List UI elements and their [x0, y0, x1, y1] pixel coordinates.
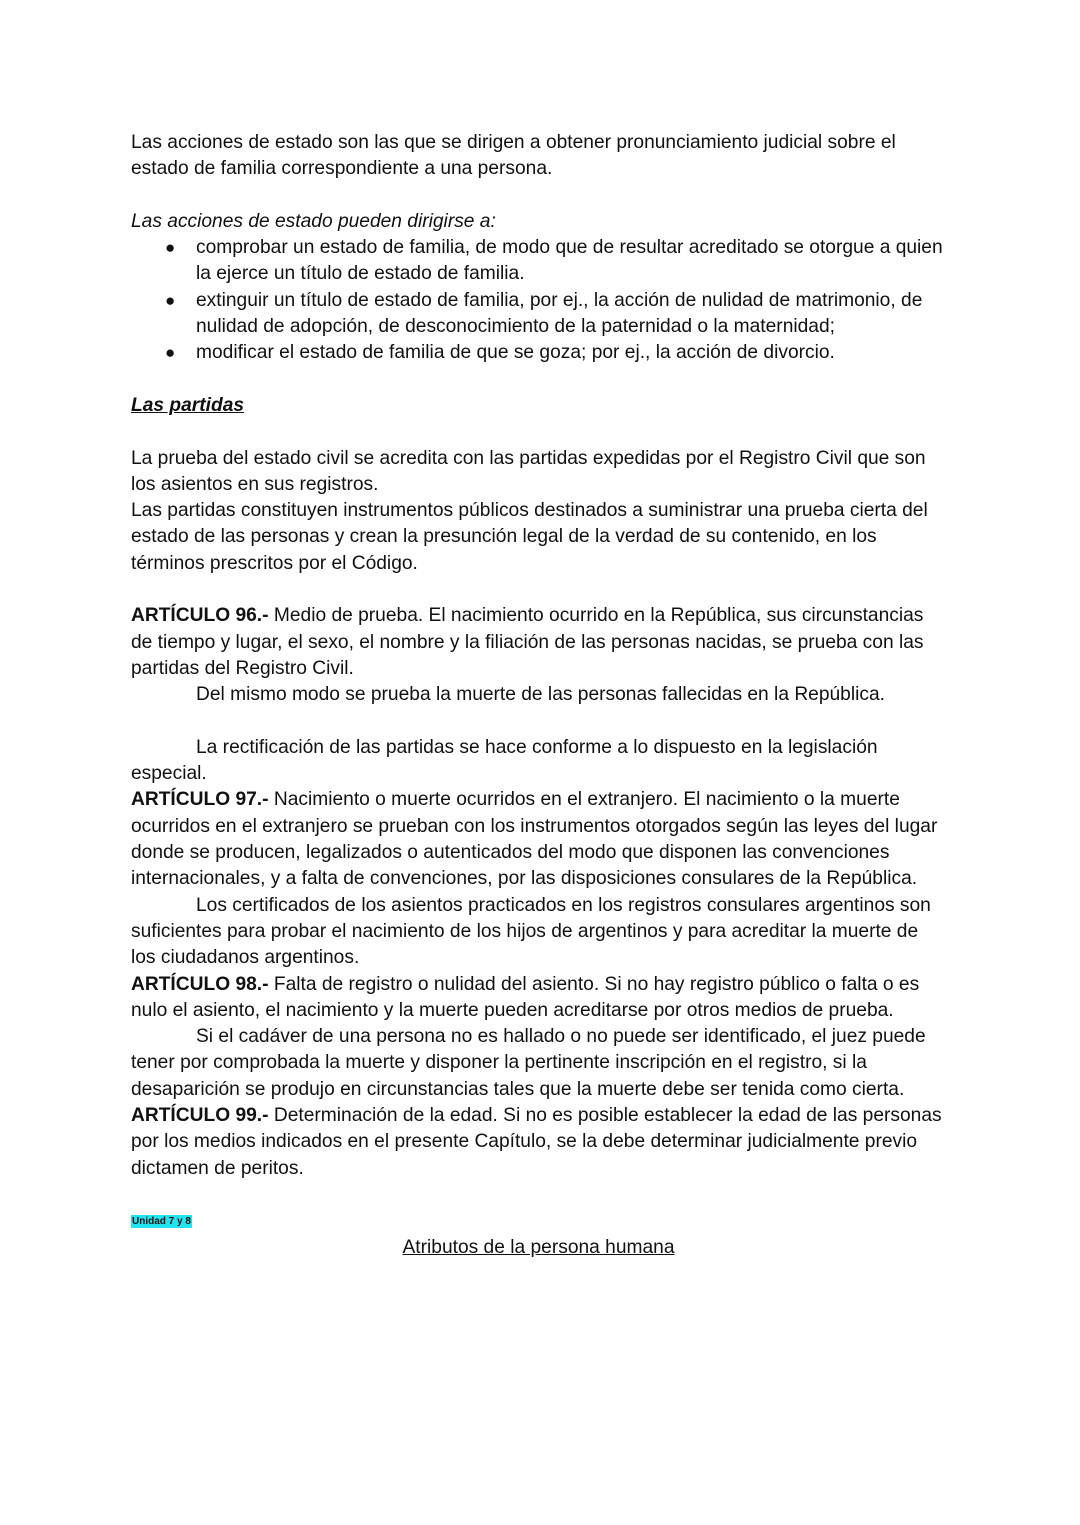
article-98-paragraph-2: Si el cadáver de una persona no es hallado o no puede ser identificado, el juez puede tener por comprobada la muerte y disponer la pertinente inscripción en el registro, si la desaparición se produjo en circunstancias tales que la muerte debe ser tenida como cierta.	[131, 1026, 926, 1100]
article-98-label: ARTÍCULO 98.-	[131, 973, 269, 995]
partidas-paragraph-1: La prueba del estado civil se acredita con las partidas expedidas por el Registro Civil que son los asientos en sus registros.	[131, 447, 926, 495]
article-97-text: Nacimiento o muerte ocurridos en el extranjero. El nacimiento o la muerte ocurridos en el extranjero se prueban con los instrumentos otorgados según las leyes del lugar donde se producen, legalizados o autenticados del modo que disponen las convenciones internacionales, y a falta de convenciones, por las disposiciones consulares de la República.	[131, 789, 938, 890]
list-item-text: modificar el estado de familia de que se goza; por ej., la acción de divorcio.	[196, 342, 835, 364]
list-item	[131, 288, 946, 341]
article-96	[131, 603, 946, 682]
article-99-text: Determinación de la edad. Si no es posible establecer la edad de las personas por los medios indicados en el presente Capítulo, se la debe determinar judicialmente previo dictamen de peritos.	[131, 1104, 942, 1179]
article-96-text: Medio de prueba. El nacimiento ocurrido en la República, sus circunstancias de tiempo y lugar, el sexo, el nombre y la filiación de las personas nacidas, se prueba con las partidas del Registro Civil.	[131, 605, 924, 679]
document-page	[131, 130, 946, 1261]
bullet-icon: ●	[165, 290, 176, 310]
article-97	[131, 787, 946, 892]
article-96-label: ARTÍCULO 96.-	[131, 605, 269, 627]
article-99	[131, 1103, 946, 1182]
article-98-text: Falta de registro o nulidad del asiento. Si no hay registro público o falta o es nulo el asiento, el nacimiento y la muerte pueden acreditarse por otros medios de prueba.	[131, 973, 920, 1021]
spacer	[131, 709, 946, 735]
article-96-paragraph-3: La rectificación de las partidas se hace conforme a lo dispuesto en la legislación especial.	[131, 736, 878, 785]
partidas-paragraph-2: Las partidas constituyen instrumentos públicos destinados a suministrar una prueba cierta del estado de las personas y crean la presunción legal de la verdad de su contenido, en los términos prescritos por el Código.	[131, 500, 928, 574]
bullet-icon: ●	[165, 343, 176, 363]
spacer	[131, 367, 946, 393]
list-item	[131, 340, 946, 366]
list-item-text: comprobar un estado de familia, de modo que de resultar acreditado se otorgue a quien la ejerce un título de estado de familia.	[196, 237, 943, 285]
article-98	[131, 972, 946, 1025]
next-section-title: Atributos de la persona humana	[402, 1236, 675, 1258]
article-99-label: ARTÍCULO 99.-	[131, 1104, 269, 1126]
article-96-paragraph-2: Del mismo modo se prueba la muerte de las personas fallecidas en la República.	[196, 684, 885, 706]
bullet-icon: ●	[165, 238, 176, 258]
spacer	[131, 183, 946, 209]
actions-list	[131, 235, 946, 366]
section-title-partidas: Las partidas	[131, 394, 245, 416]
list-heading: Las acciones de estado pueden dirigirse a:	[131, 210, 496, 232]
unit-tag: Unidad 7 y 8	[132, 1215, 191, 1227]
unit-tag-row	[131, 1206, 946, 1227]
spacer	[131, 577, 946, 603]
list-item-text: extinguir un título de estado de familia, por ej., la acción de nulidad de matrimonio, de nulidad de adopción, de desconocimiento de la paternidad o la maternidad;	[196, 289, 923, 338]
list-item	[131, 235, 946, 288]
article-97-paragraph-2: Los certificados de los asientos practicados en los registros consulares argentinos son suficientes para probar el nacimiento de los hijos de argentinos y para acreditar la muerte de los ciudadanos argentinos.	[131, 894, 931, 969]
article-97-label: ARTÍCULO 97.-	[131, 789, 269, 811]
spacer	[131, 419, 946, 445]
intro-paragraph: Las acciones de estado son las que se dirigen a obtener pronunciamiento judicial sobre el estado de familia correspondiente a una persona.	[131, 132, 896, 180]
